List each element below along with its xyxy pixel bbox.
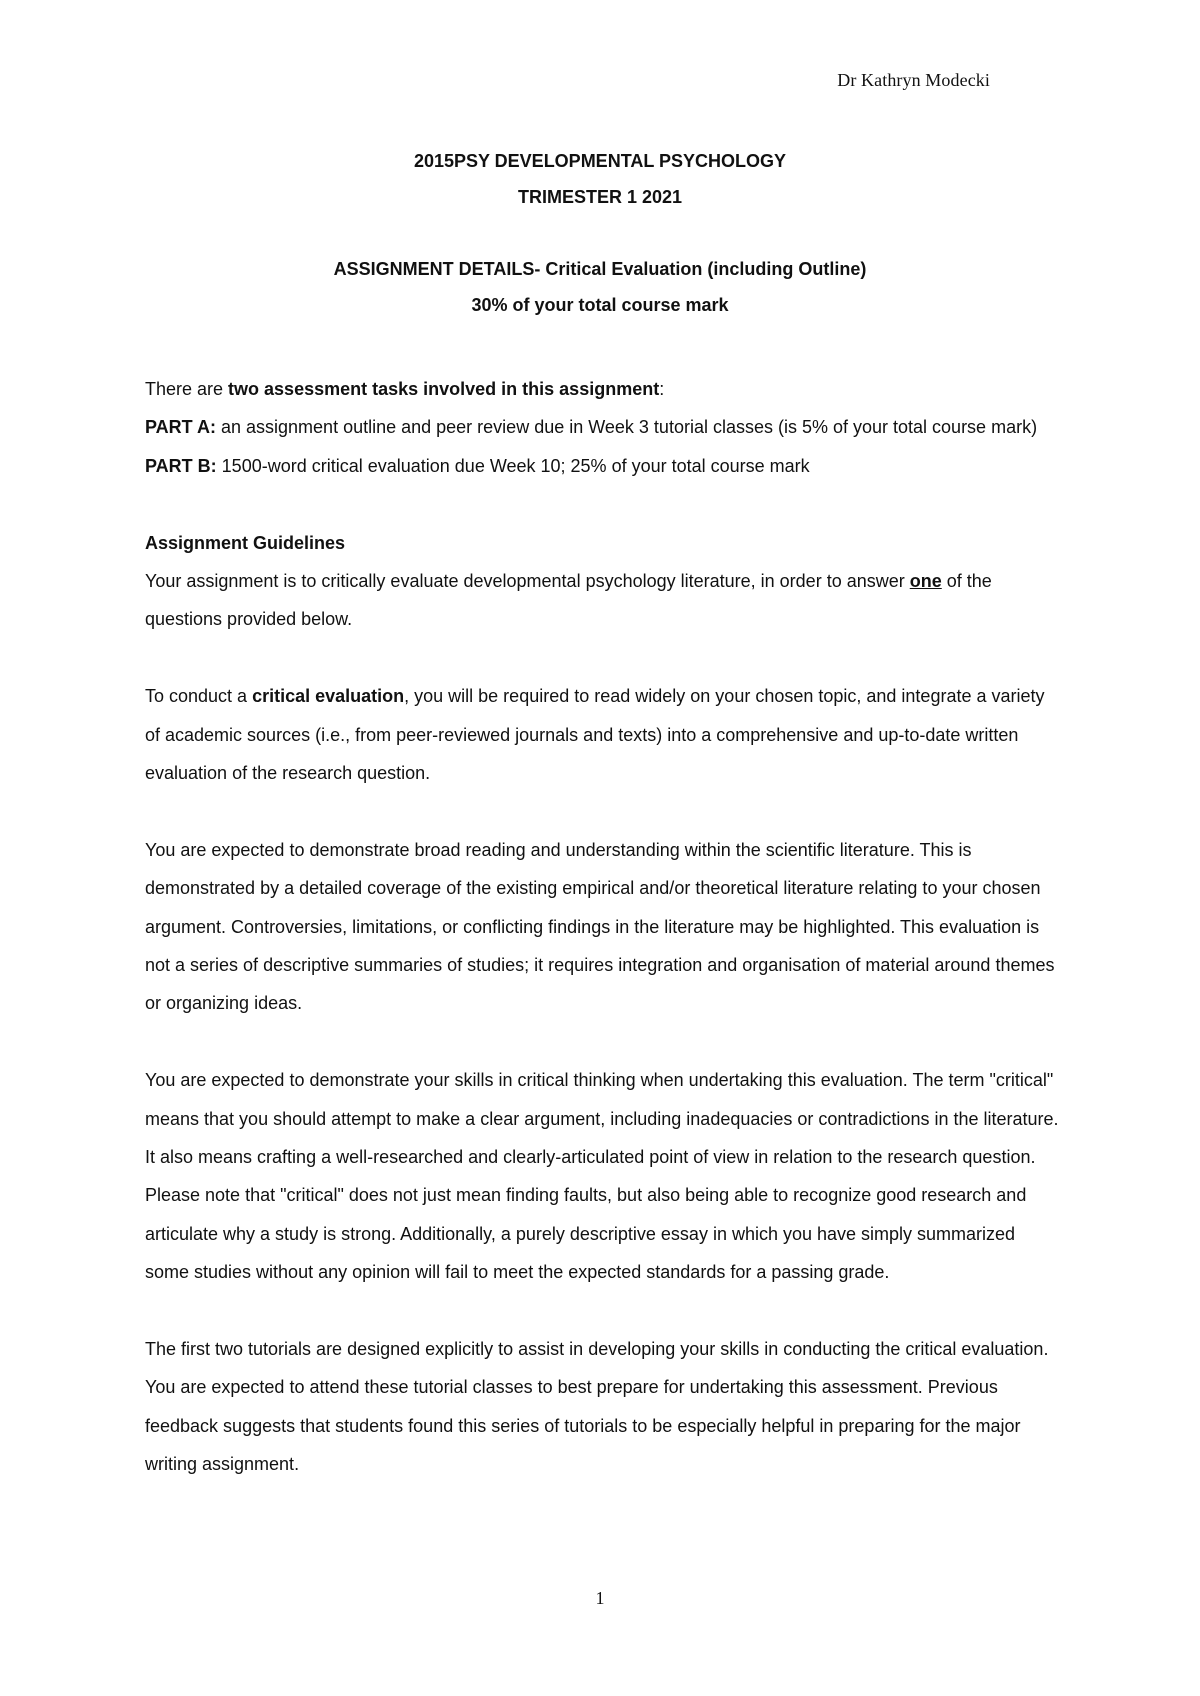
part-b [145, 447, 1060, 485]
guidelines-paragraph-4: You are expected to demonstrate your skills in critical thinking when undertaking this evaluation. The term "critical" means that you should attempt to make a clear argument, including inadequacies or contradictions in the literature. It also means crafting a well-researched and clearly-articulated point of view in relation to the research question. Please note that "critical" does not just mean finding faults, but also being able to recognize good research and articulate why a study is strong. Additionally, a purely descriptive essay in which you have simply summarized some studies without any opinion will fail to meet the expected standards for a passing grade. [145, 1070, 1059, 1283]
intro-paragraph [145, 370, 1060, 408]
header-author: Dr Kathryn Modecki [837, 70, 990, 90]
p1-emph: one [909, 571, 942, 592]
p2-bold: critical evaluation [252, 686, 405, 707]
part-b-label: PART B: [145, 455, 217, 476]
intro-prefix: There are [145, 379, 229, 399]
part-a [145, 408, 1060, 446]
course-title: 2015PSY DEVELOPMENTAL PSYCHOLOGY [413, 151, 787, 171]
intro-suffix: : [659, 379, 665, 399]
assignment-title: ASSIGNMENT DETAILS- Critical Evaluation (including Outline) [333, 259, 867, 279]
guidelines-paragraph-2 [145, 677, 1060, 792]
part-b-text: 1500-word critical evaluation due Week 10; 25% of your total course mark [216, 455, 810, 476]
p2-prefix: To conduct a [145, 686, 253, 707]
p1-suffix: of the questions provided below. [145, 571, 992, 630]
p1-prefix: Your assignment is to critically evaluate developmental psychology literature, in order to answer [145, 571, 910, 592]
guidelines-heading: Assignment Guidelines [145, 532, 346, 553]
body-content [145, 370, 1060, 1484]
page-number: 1 [595, 1588, 605, 1608]
p2-suffix: , you will be required to read widely on your chosen topic, and integrate a variety of academic sources (i.e., from peer-reviewed journals and texts) into a comprehensive and up-to-date written evaluation of the research question. [145, 686, 1045, 784]
guidelines-paragraph-5: The first two tutorials are designed explicitly to assist in developing your skills in conducting the critical evaluation. You are expected to attend these tutorial classes to best prepare for undertaking this assessment. Previous feedback suggests that students found this series of tutorials to be especially helpful in preparing for the major writing assignment. [145, 1339, 1049, 1475]
part-a-label: PART A: [145, 417, 216, 438]
guidelines-paragraph-1 [145, 562, 1060, 639]
weight-title: 30% of your total course mark [471, 295, 729, 315]
guidelines-paragraph-3: You are expected to demonstrate broad reading and understanding within the scientific literature. This is demonstrated by a detailed coverage of the existing empirical and/or theoretical literature relating to your chosen argument. Controversies, limitations, or conflicting findings in the literature may be highlighted. This evaluation is not a series of descriptive summaries of studies; it requires integration and organisation of material around themes or organizing ideas. [145, 839, 1055, 1014]
part-a-text: an assignment outline and peer review due in Week 3 tutorial classes (is 5% of your total course mark) [216, 417, 1038, 438]
term-title: TRIMESTER 1 2021 [517, 187, 683, 207]
title-block [0, 143, 1200, 323]
intro-bold: two assessment tasks involved in this assignment [228, 379, 660, 399]
